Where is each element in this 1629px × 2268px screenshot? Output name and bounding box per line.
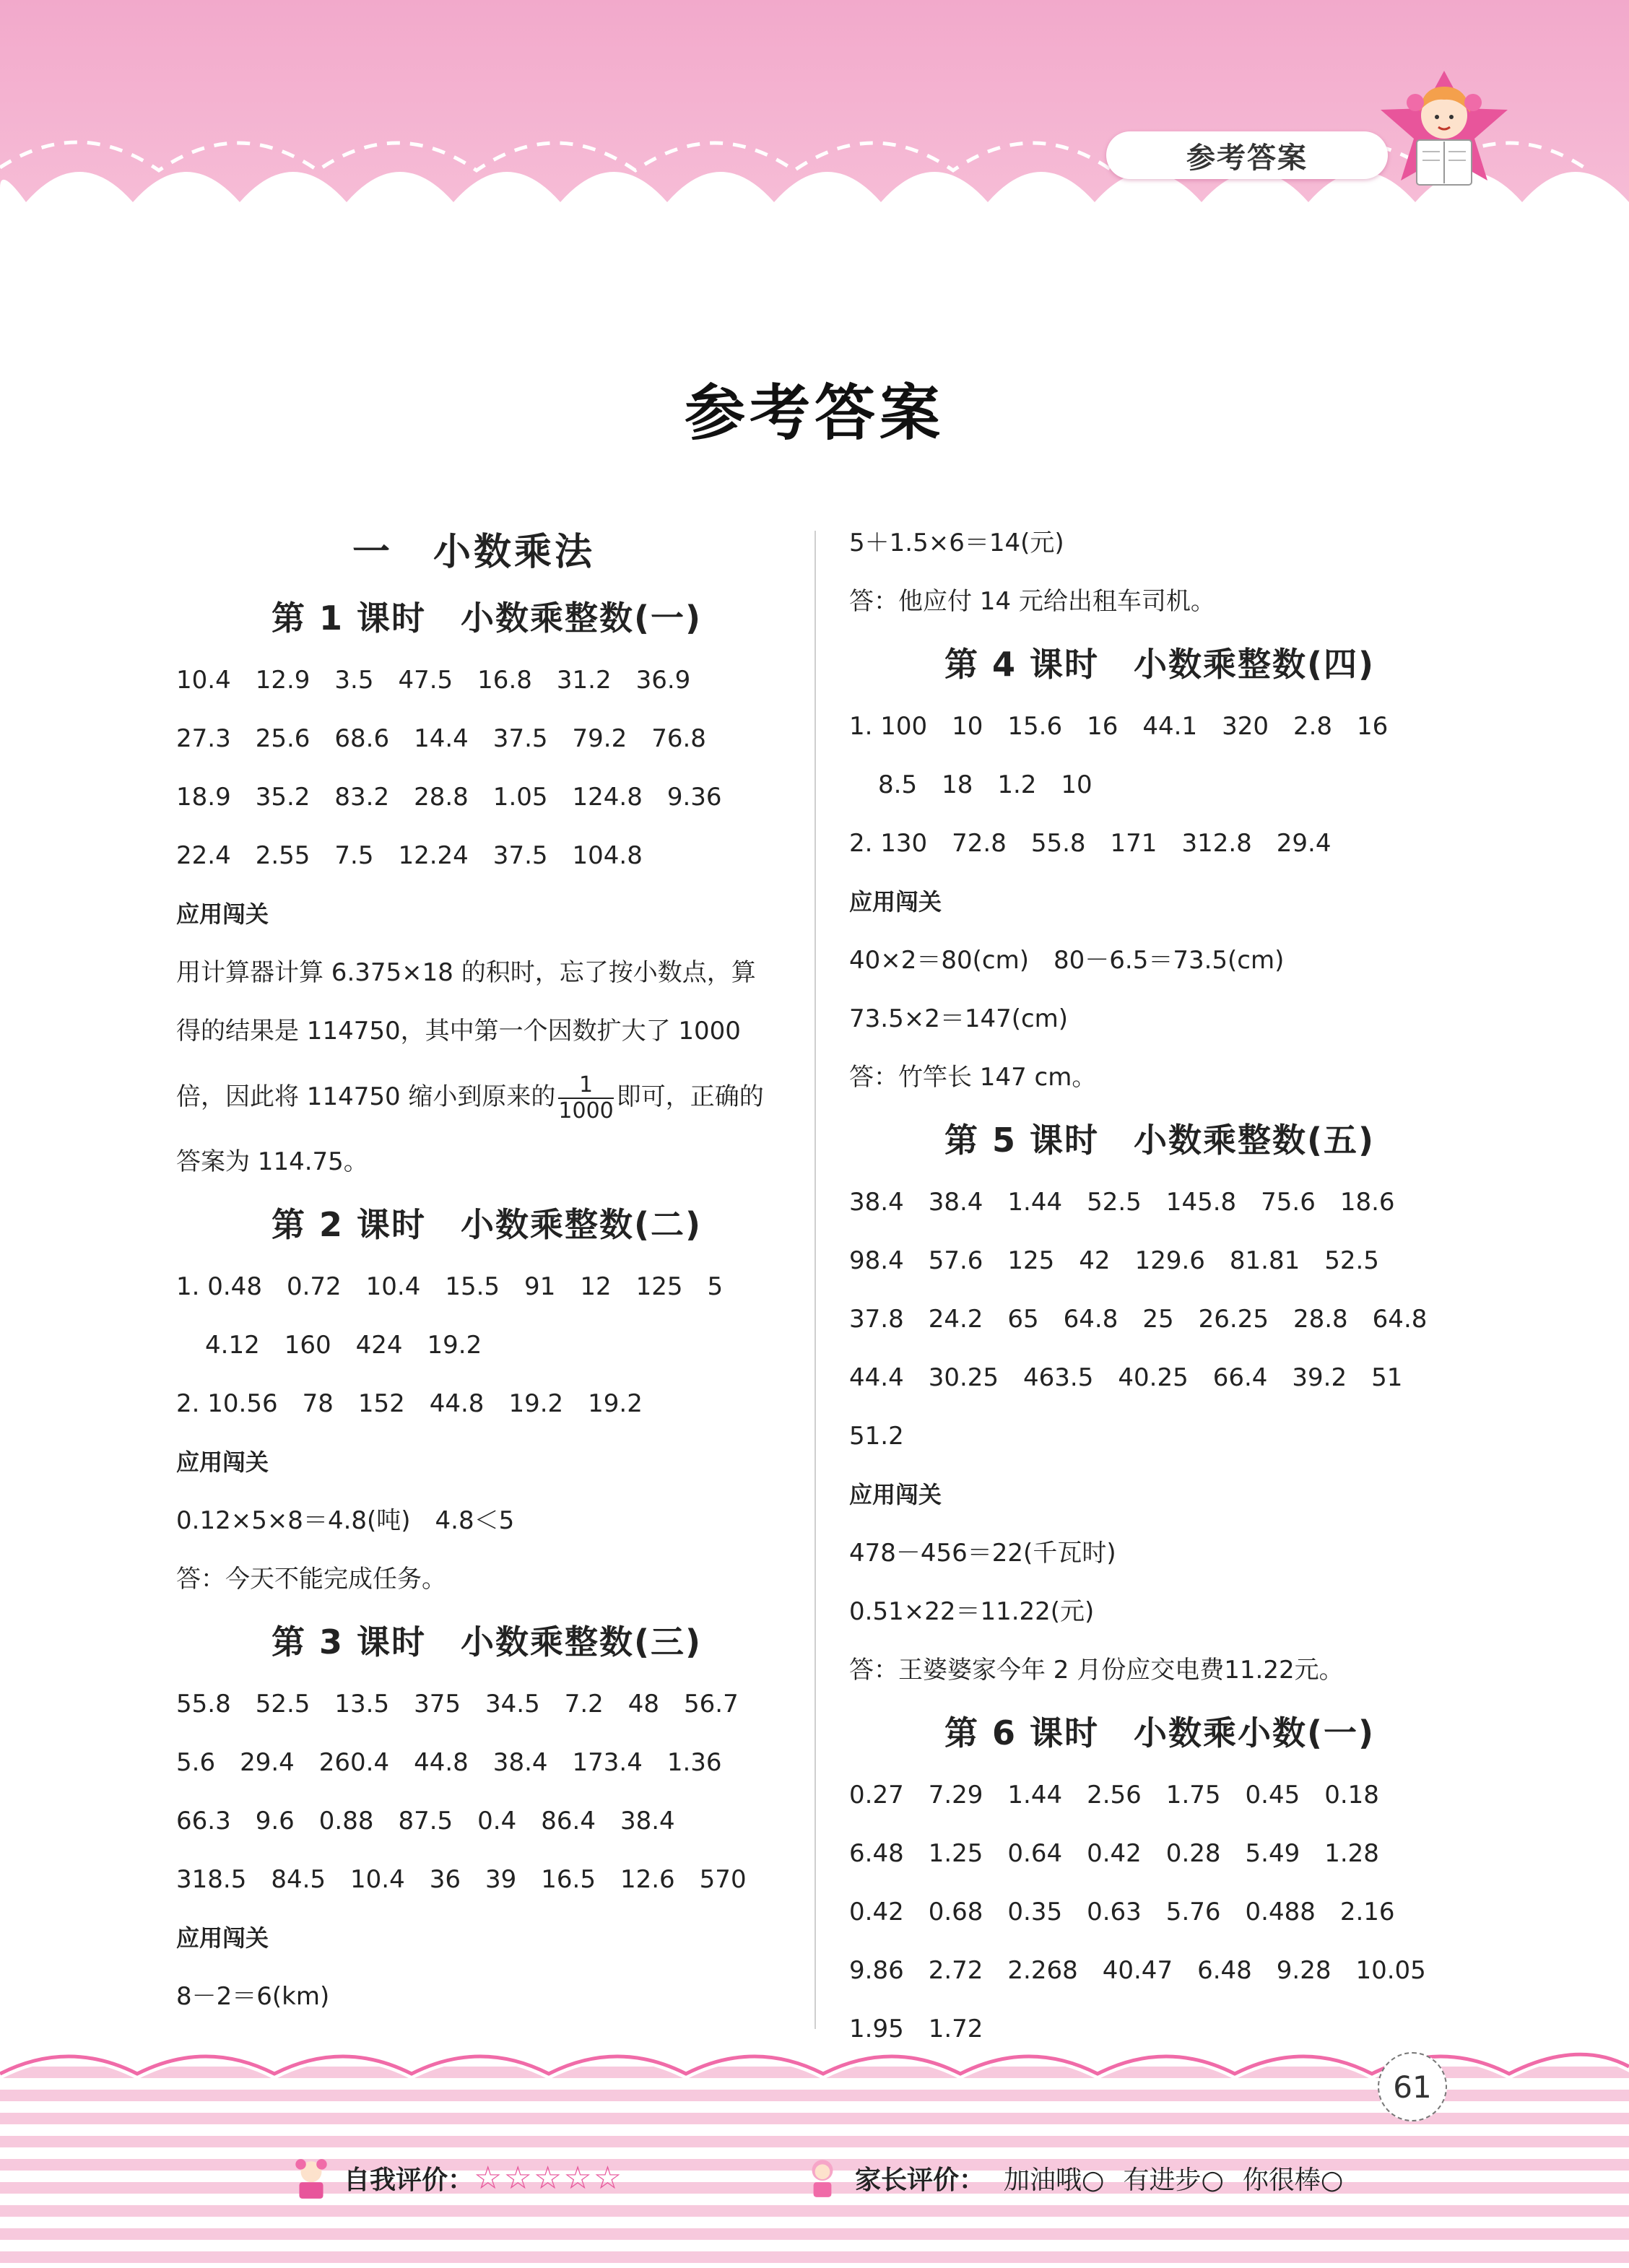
answer-row: 1.95 1.72 [849,2015,983,2043]
right-column [849,514,1470,2059]
child-icon [800,2155,845,2200]
section-label: 应用闯关 [176,1924,269,1952]
lesson-4-title: 第 4 课时 小数乘整数(四) [944,645,1376,684]
answer-row: 10.4 12.9 3.5 47.5 16.8 31.2 36.9 [176,666,691,695]
answer-row: 5.6 29.4 260.4 44.8 38.4 173.4 1.36 [176,1748,722,1777]
paragraph-line: 得的结果是 114750，其中第一个因数扩大了 1000 [176,1017,741,1046]
section-label: 应用闯关 [849,1481,942,1508]
answer-row: 18.9 35.2 83.2 28.8 1.05 124.8 9.36 [176,783,722,812]
answer-row: 答：他应付 14 元给出租车司机。 [849,587,1215,616]
answer-row: 0.42 0.68 0.35 0.63 5.76 0.488 2.16 [849,1898,1395,1926]
answer-row: 73.5×2＝147(cm) [849,1004,1069,1033]
answer-row: 40×2＝80(cm) 80－6.5＝73.5(cm) [849,946,1285,975]
paragraph-line [176,1061,797,1133]
fraction-denominator: 1000 [558,1098,614,1124]
answer-row: 27.3 25.6 68.6 14.4 37.5 79.2 76.8 [176,724,706,753]
rating-stars[interactable]: ☆☆☆☆☆ [474,2159,624,2197]
header-tag: 参考答案 [1106,131,1388,179]
unit-title: 一 小数乘法 [352,531,596,574]
answer-row: 5＋1.5×6＝14(元) [849,529,1064,557]
girl-icon [289,2155,334,2200]
answer-row: 1. 100 10 15.6 16 44.1 320 2.8 16 [849,712,1389,741]
lesson-5-title: 第 5 课时 小数乘整数(五) [944,1121,1376,1160]
option-improved[interactable]: 有进步○ [1123,2165,1224,2195]
section-label: 应用闯关 [849,888,942,916]
answer-row: 22.4 2.55 7.5 12.24 37.5 104.8 [176,841,643,870]
option-great[interactable]: 你很棒○ [1242,2165,1344,2195]
parent-evaluation [800,2155,1343,2200]
lesson-1-title: 第 1 课时 小数乘整数(一) [271,599,703,638]
answer-row: 1. 0.48 0.72 10.4 15.5 91 12 125 5 [176,1272,724,1301]
answer-row: 478－456＝22(千瓦时) [849,1539,1116,1568]
answer-row: 4.12 160 424 19.2 [205,1331,482,1360]
section-label: 应用闯关 [176,900,269,928]
section-label: 应用闯关 [176,1448,269,1476]
answer-row: 37.8 24.2 65 64.8 25 26.25 28.8 64.8 [849,1305,1428,1334]
page-number: 61 [1378,2052,1447,2121]
answer-row: 答：竹竿长 147 cm。 [849,1063,1097,1092]
left-column [176,520,797,2026]
lesson-2-title: 第 2 课时 小数乘整数(二) [271,1205,703,1244]
answer-row: 0.12×5×8＝4.8(吨) 4.8＜5 [176,1506,515,1535]
lesson-3-title: 第 3 课时 小数乘整数(三) [271,1622,703,1661]
paragraph-text: 倍，因此将 114750 缩小到原来的 [176,1082,556,1111]
paragraph-line: 用计算器计算 6.375×18 的积时，忘了按小数点，算 [176,958,756,987]
answer-row: 9.86 2.72 2.268 40.47 6.48 9.28 10.05 [849,1956,1426,1985]
answer-row: 0.27 7.29 1.44 2.56 1.75 0.45 0.18 [849,1781,1379,1809]
answer-row: 98.4 57.6 125 42 129.6 81.81 52.5 [849,1246,1379,1275]
answer-row: 6.48 1.25 0.64 0.42 0.28 5.49 1.28 [849,1839,1379,1868]
page-title: 参考答案 [684,378,944,448]
answer-row: 2. 130 72.8 55.8 171 312.8 29.4 [849,829,1332,858]
answer-row: 8－2＝6(km) [176,1982,330,2011]
answer-row: 答：王婆婆家今年 2 月份应交电费11.22元。 [849,1656,1344,1685]
answer-row: 55.8 52.5 13.5 375 34.5 7.2 48 56.7 [176,1690,739,1719]
paragraph-line: 答案为 114.75。 [176,1147,368,1176]
reading-girl-icon [1372,65,1516,209]
fraction-numerator: 1 [558,1074,613,1099]
answer-row: 2. 10.56 78 152 44.8 19.2 19.2 [176,1389,643,1418]
paragraph-text: 即可，正确的 [616,1082,764,1111]
answer-row: 318.5 84.5 10.4 36 39 16.5 12.6 570 [176,1865,747,1894]
answer-row: 0.51×22＝11.22(元) [849,1597,1095,1626]
lesson-6-title: 第 6 课时 小数乘小数(一) [944,1713,1376,1752]
parent-eval-label: 家长评价： [855,2165,986,2195]
answer-row: 51.2 [849,1422,904,1451]
self-evaluation [289,2155,623,2200]
column-divider [814,531,816,2029]
self-eval-label: 自我评价： [344,2165,474,2195]
fraction [558,1074,613,1122]
answer-row: 38.4 38.4 1.44 52.5 145.8 75.6 18.6 [849,1188,1395,1217]
option-keep-going[interactable]: 加油哦○ [1004,2165,1105,2195]
answer-row: 66.3 9.6 0.88 87.5 0.4 86.4 38.4 [176,1807,675,1835]
answer-row: 44.4 30.25 463.5 40.25 66.4 39.2 51 [849,1363,1403,1392]
answer-row: 答：今天不能完成任务。 [176,1565,446,1594]
answer-row: 8.5 18 1.2 10 [878,770,1092,799]
